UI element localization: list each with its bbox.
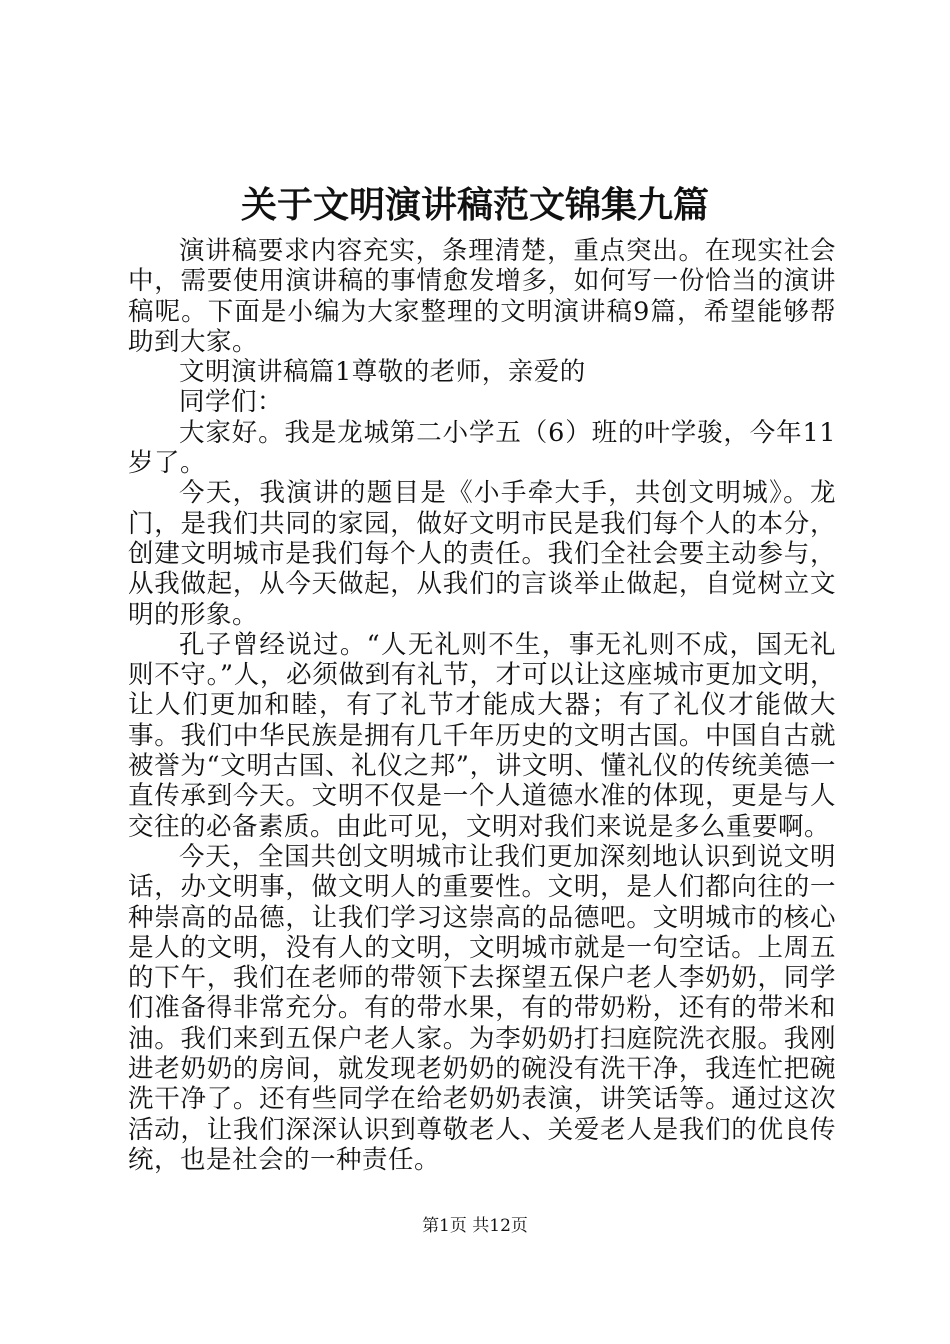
- paragraph-topic: 今天，我演讲的题目是《小手牵大手，共创文明城》。龙门，是我们共同的家园，做好文明市民是我们每个人的本分，创建文明城市是我们每个人的责任。我们全社会要主动参与，从我做起，从今天做起，从我们的言谈举止做起，自觉树立文明的形象。: [128, 478, 836, 630]
- paragraph-salutation: 同学们：: [179, 387, 284, 418]
- paragraph-greeting: 大家好。我是龙城第二小学五（6）班的叶学骏，今年11岁了。: [128, 417, 836, 479]
- document-title: 关于文明演讲稿范文锦集九篇: [240, 184, 709, 226]
- paragraph-confucius: 孔子曾经说过。“人无礼则不生，事无礼则不成，国无礼则不守。”人，必须做到有礼节，才可以让这座城市更加文明，让人们更加和睦，有了礼节才能成大器；有了礼仪才能做大事。我们中华民族是拥有几千年历史的文明古国。中国自古就被誉为“文明古国、礼仪之邦”，讲文明、懂礼仪的传统美德一直传承到今天。文明不仅是一个人道德水准的体现，更是与人交往的必备素质。由此可见，文明对我们来说是多么重要啊。: [128, 629, 836, 842]
- paragraph-speech-heading: 文明演讲稿篇1尊敬的老师，亲爱的: [179, 357, 586, 388]
- paragraph-activity: 今天，全国共创文明城市让我们更加深刻地认识到说文明话，办文明事，做文明人的重要性。文明，是人们都向往的一种崇高的品德，让我们学习这崇高的品德吧。文明城市的核心是人的文明，没有人的文明，文明城市就是一句空话。上周五的下午，我们在老师的带领下去探望五保户老人李奶奶，同学们准备得非常充分。有的带水果，有的带奶粉，还有的带米和油。我们来到五保户老人家。为李奶奶打扫庭院洗衣服。我刚进老奶奶的房间，就发现老奶奶的碗没有洗干净，我连忙把碗洗干净了。还有些同学在给老奶奶表演，讲笑话等。通过这次活动，让我们深深认识到尊敬老人、关爱老人是我们的优良传统，也是社会的一种责任。: [128, 841, 836, 1175]
- page-footer: 第1页 共12页: [422, 1216, 528, 1236]
- document-body: [128, 236, 836, 1175]
- paragraph-intro: 演讲稿要求内容充实，条理清楚，重点突出。在现实社会中，需要使用演讲稿的事情愈发增多，如何写一份恰当的演讲稿呢。下面是小编为大家整理的文明演讲稿9篇，希望能够帮助到大家。: [128, 236, 836, 357]
